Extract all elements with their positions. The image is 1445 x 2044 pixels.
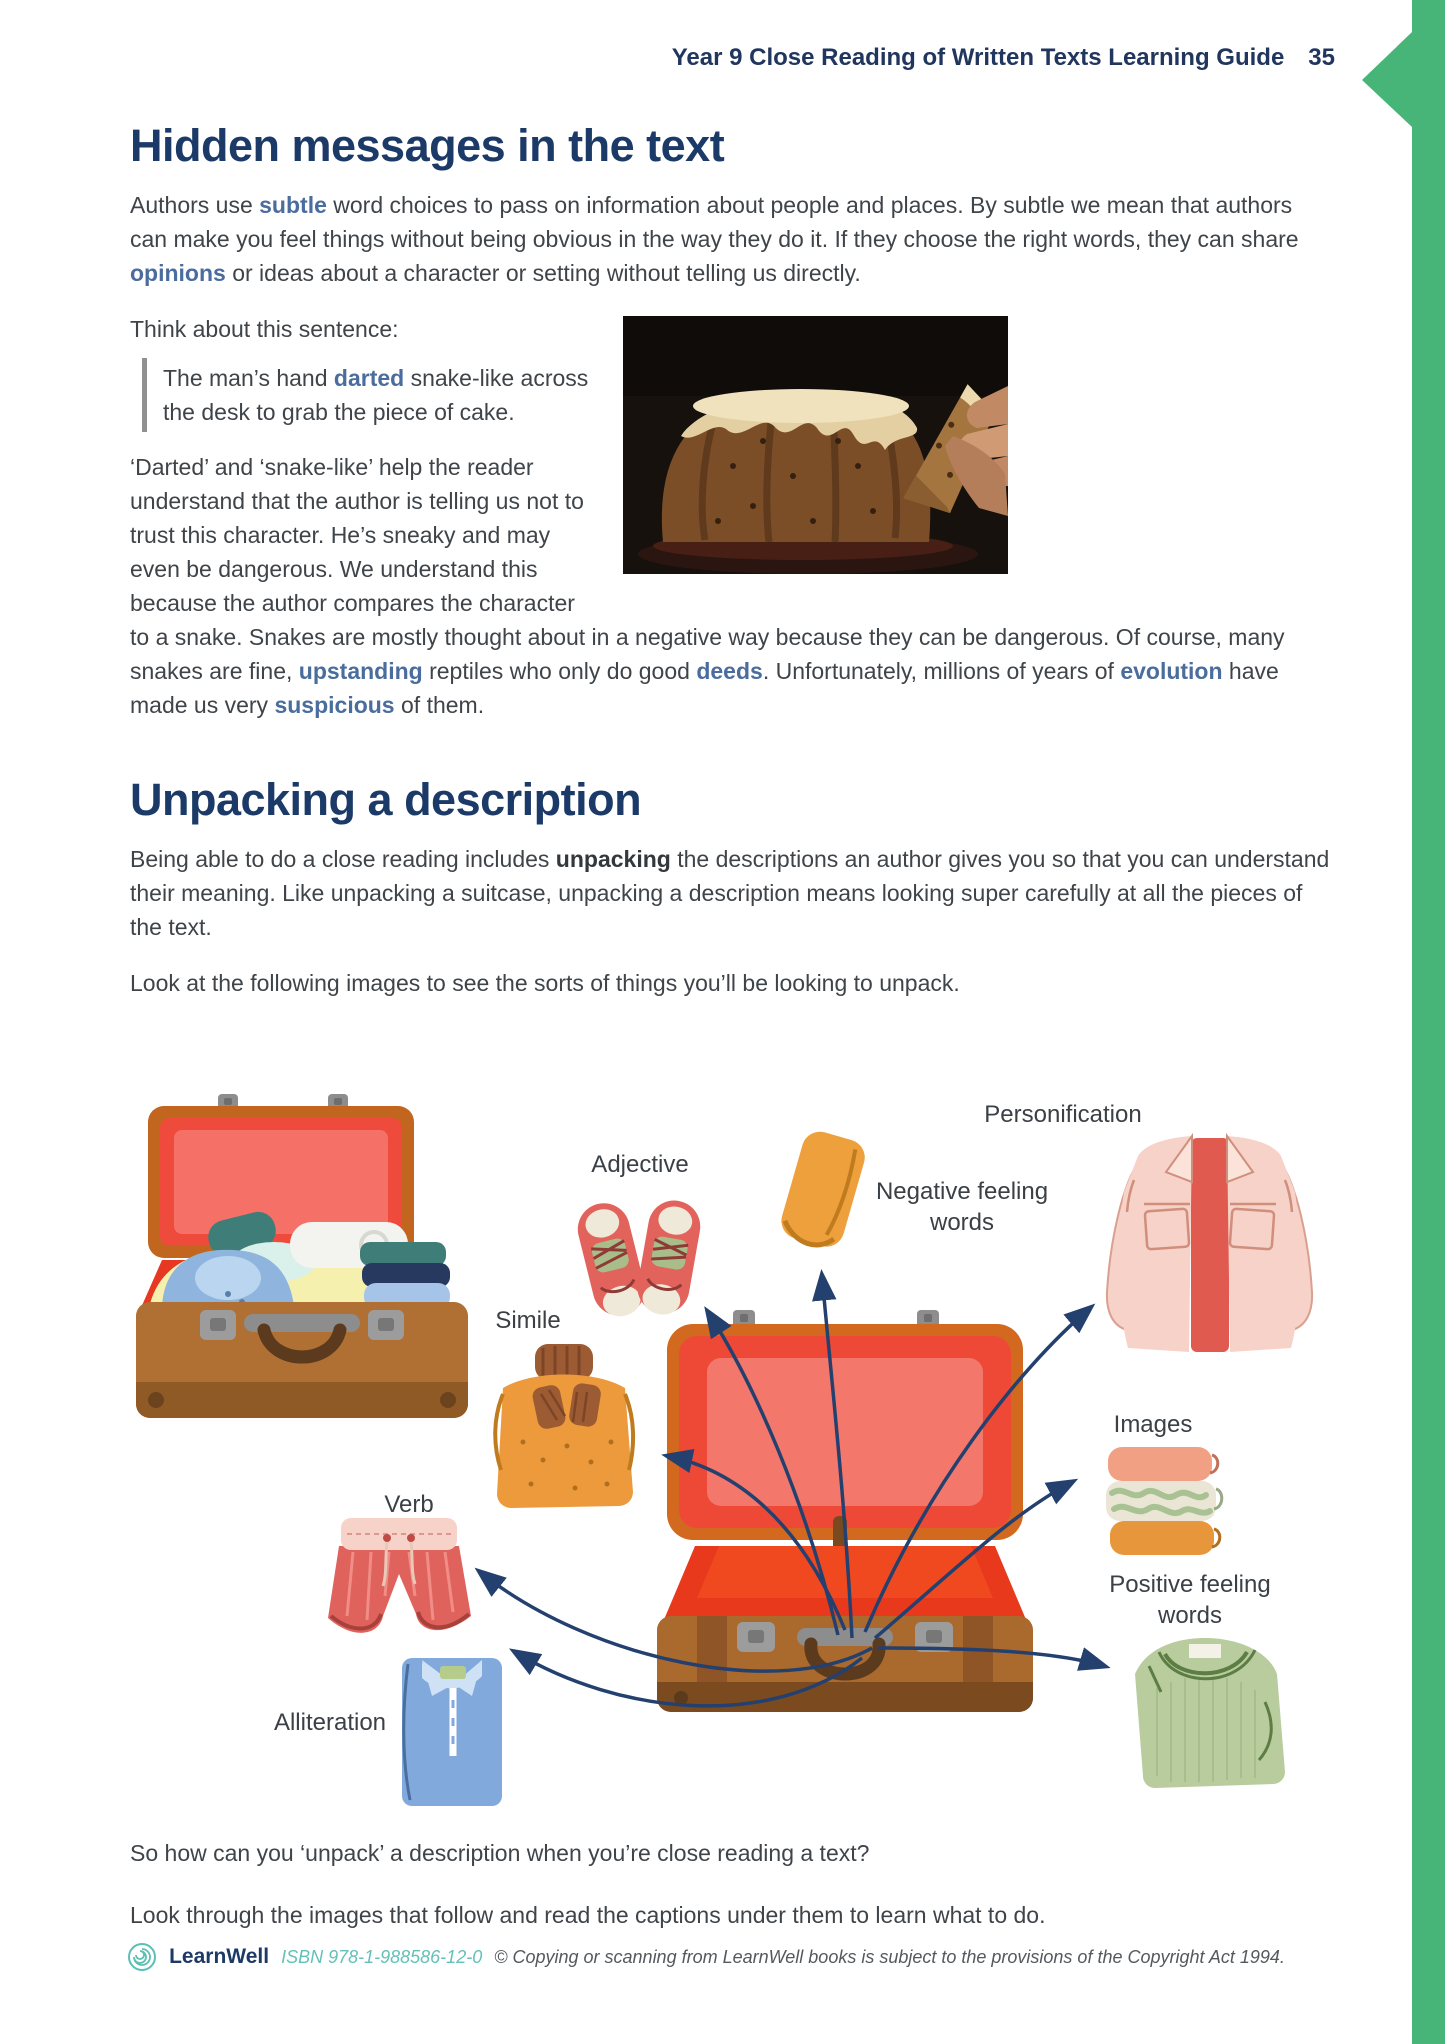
section-heading-hidden-messages: Hidden messages in the text [130, 120, 725, 171]
label-images: Images [1113, 1411, 1193, 1438]
look-line: Look at the following images to see the sorts of things you’ll be looking to unpack. [130, 970, 960, 996]
header-title: Year 9 Close Reading of Written Texts Learning Guide [671, 44, 1285, 71]
page-edge-arrow-notch [1362, 32, 1412, 127]
label-positive-feeling-words: Positive feeling words [1109, 1571, 1271, 1629]
folded-polo-illustration [388, 1648, 513, 1813]
main-column [130, 120, 1335, 1022]
cake-photo [623, 316, 1008, 574]
folded-clothes-stack-illustration [1100, 1443, 1230, 1561]
closing-question: So how can you ‘unpack’ a description when you’re close reading a text? [130, 1840, 870, 1866]
packed-suitcase-illustration [122, 1090, 484, 1428]
label-alliteration: Alliteration [273, 1709, 387, 1736]
label-adjective: Adjective [591, 1151, 689, 1178]
label-negative-feeling-words: Negative feeling words [875, 1178, 1049, 1236]
running-header [0, 44, 1335, 72]
intro-paragraph: Authors use subtle word choices to pass on information about people and places. By subtle we mean that authors can make you feel things without being obvious in the way they do it. If they choose the right words, they can share opinions or ideas about a character or setting without telling us directly. [130, 192, 1299, 286]
isbn-text: ISBN 978-1-988586-12-0 [281, 1946, 483, 1967]
label-verb: Verb [384, 1491, 434, 1518]
label-personification: Personification [984, 1101, 1142, 1128]
label-simile: Simile [495, 1307, 561, 1334]
closing-instruction: Look through the images that follow and read the captions under them to learn what to do. [130, 1902, 1046, 1928]
sneakers-illustration [568, 1192, 713, 1327]
flow-with-photo [130, 312, 1335, 744]
page-footer [0, 1942, 1412, 1972]
section-heading-unpacking: Unpacking a description [130, 774, 642, 825]
analysis-paragraph: ‘Darted’ and ‘snake-like’ help the reader understand that the author is telling us not to trust this character. He’s sneaky and may even be dangerous. We understand this because the author compares the character to a snake. Snakes are mostly thought about in a negative way because they can be dangerous. Of course, many snakes are fine, upstanding reptiles who only do good deeds. Unfortunately, millions of years of evolution have made us very suspicious of them. [130, 454, 1285, 718]
central-suitcase-illustration [645, 1310, 1045, 1714]
green-sweater-illustration [1113, 1632, 1293, 1794]
page-edge-green-bar [1412, 0, 1445, 2044]
page-number: 35 [1308, 44, 1335, 71]
copyright-text: © Copying or scanning from LearnWell books is subject to the provisions of the Copyright Act 1994. [494, 1946, 1285, 1967]
jacket-illustration [1092, 1120, 1327, 1370]
learnwell-logo-icon [127, 1942, 157, 1972]
unpacking-intro-paragraph: Being able to do a close reading includes unpacking the descriptions an author gives you so that you can understand their meaning. Like unpacking a suitcase, unpacking a description means looking super carefully at all the pieces of the text. [130, 846, 1330, 940]
sweater-illustration [483, 1342, 643, 1514]
shorts-illustration [323, 1512, 473, 1644]
learnwell-brand: LearnWell [169, 1945, 270, 1968]
think-line: Think about this sentence: [130, 316, 399, 342]
example-sentence: The man’s hand darted snake-like across the desk to grab the piece of cake. [142, 358, 1335, 432]
